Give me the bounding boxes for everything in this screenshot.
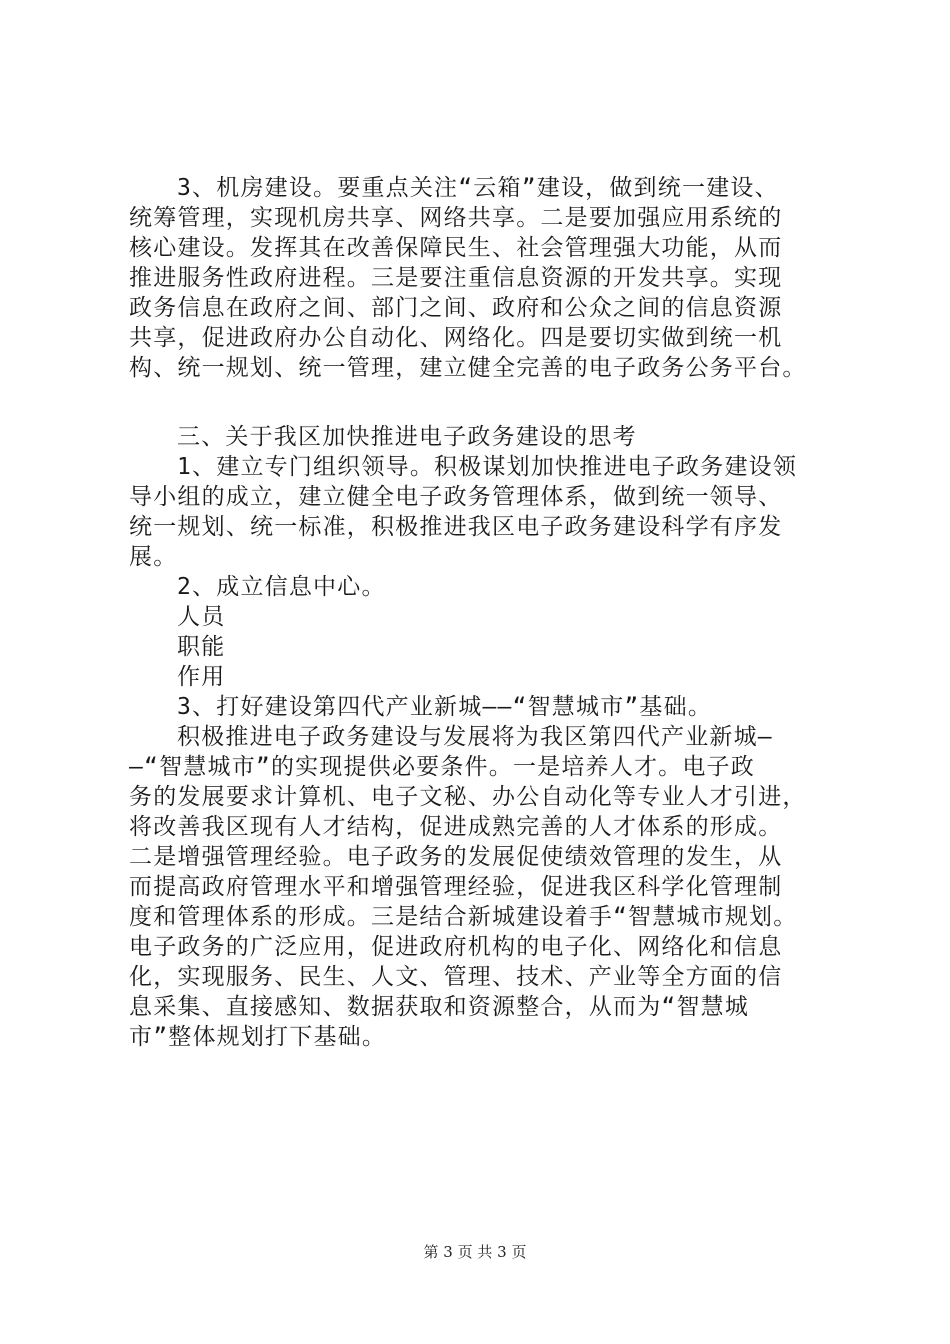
section-heading: 三、关于我区加快推进电子政务建设的思考	[177, 424, 637, 450]
text-line: 构、统一规划、统一管理，建立健全完善的电子政务公务平台。	[129, 355, 807, 381]
paragraph-machine-room	[129, 173, 841, 383]
text-line: —“智慧城市”的实现提供必要条件。一是培养人才。电子政	[129, 754, 755, 780]
list-item: 职能	[177, 634, 226, 660]
list-item: 3、打好建设第四代产业新城——“智慧城市”基础。	[177, 694, 713, 720]
text-line: 息采集、直接感知、数据获取和资源整合，从而为“智慧城	[129, 994, 750, 1020]
text-line: 导小组的成立，建立健全电子政务管理体系，做到统一领导、	[129, 484, 783, 510]
text-line: 政务信息在政府之间、部门之间、政府和公众之间的信息资源	[129, 295, 783, 321]
text-line: 电子政务的广泛应用，促进政府机构的电子化、网络化和信息	[129, 934, 783, 960]
text-line: 统一规划、统一标准，积极推进我区电子政务建设科学有序发	[129, 514, 783, 540]
page-footer: 第 3 页 共 3 页	[423, 1243, 527, 1261]
text-line: 务的发展要求计算机、电子文秘、办公自动化等专业人才引进，	[129, 784, 807, 810]
text-line: 而提高政府管理水平和增强管理经验，促进我区科学化管理制	[129, 874, 783, 900]
text-line: 二是增强管理经验。电子政务的发展促使绩效管理的发生，从	[129, 844, 783, 870]
text-line: 共享，促进政府办公自动化、网络化。四是要切实做到统一机	[129, 325, 783, 351]
text-line: 3、机房建设。要重点关注“云箱”建设，做到统一建设、	[177, 175, 779, 201]
section-thoughts	[129, 422, 841, 1052]
text-line: 度和管理体系的形成。三是结合新城建设着手“智慧城市规划。	[129, 904, 798, 930]
text-line: 展。	[129, 544, 178, 570]
list-item: 作用	[177, 664, 226, 690]
text-line: 1、建立专门组织领导。积极谋划加快推进电子政务建设领	[177, 454, 798, 480]
text-line: 核心建设。发挥其在改善保障民生、社会管理强大功能，从而	[129, 235, 783, 261]
text-line: 市”整体规划打下基础。	[129, 1024, 387, 1050]
text-line: 积极推进电子政务建设与发展将为我区第四代产业新城—	[177, 724, 773, 750]
list-item: 人员	[177, 604, 226, 630]
text-line: 化，实现服务、民生、人文、管理、技术、产业等全方面的信	[129, 964, 783, 990]
text-line: 将改善我区现有人才结构，促进成熟完善的人才体系的形成。	[129, 814, 783, 840]
list-item: 2、成立信息中心。	[177, 574, 386, 600]
text-line: 统筹管理，实现机房共享、网络共享。二是要加强应用系统的	[129, 205, 783, 231]
text-line: 推进服务性政府进程。三是要注重信息资源的开发共享。实现	[129, 265, 783, 291]
